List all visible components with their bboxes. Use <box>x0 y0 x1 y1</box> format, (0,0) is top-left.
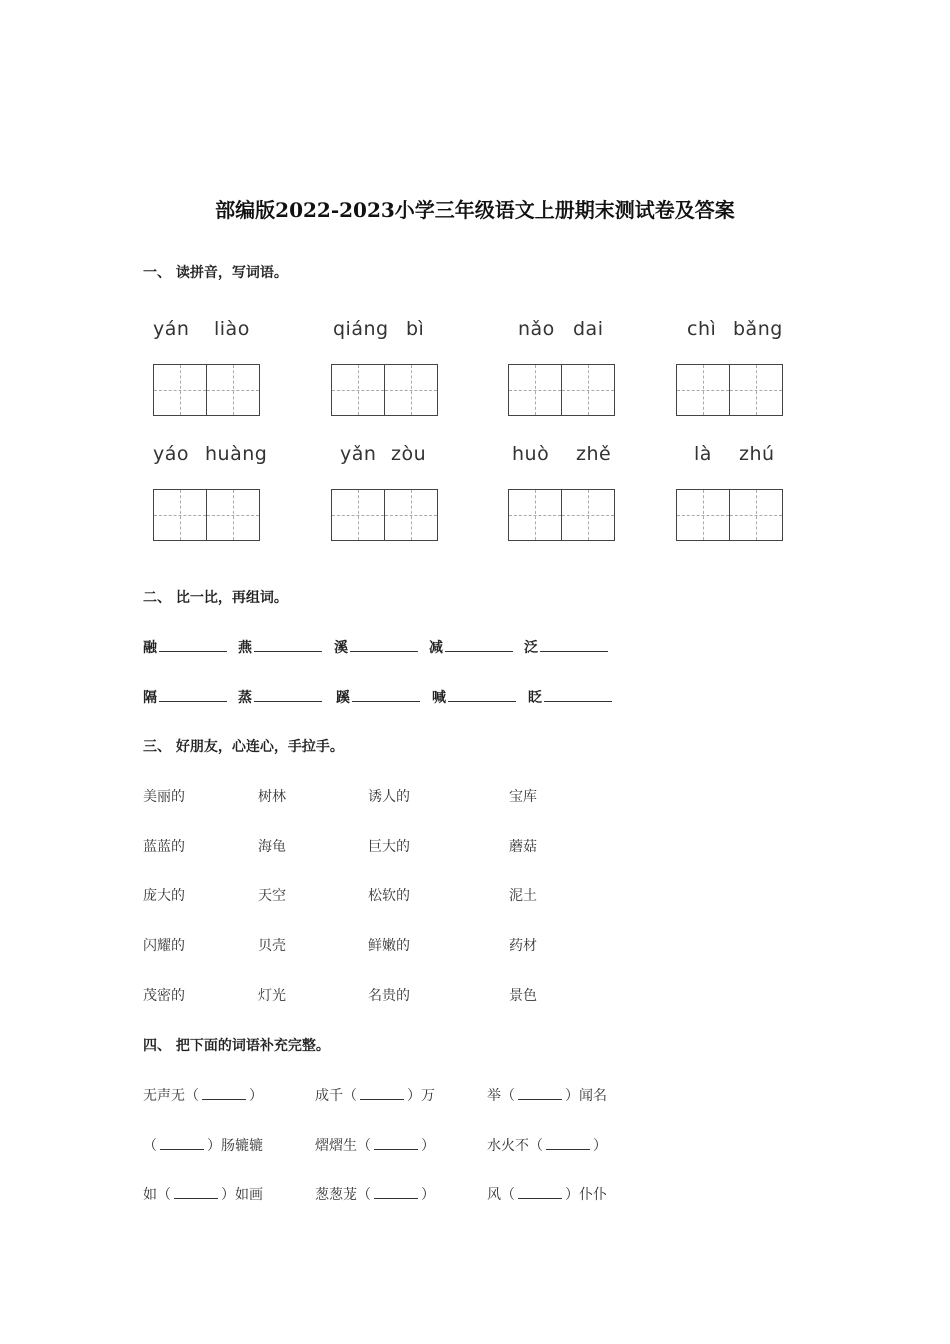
section-2-heading: 二、 比一比，再组词。 <box>143 590 288 606</box>
idiom-fill[interactable]: 成千（ ）万 <box>315 1088 435 1104</box>
pinyin-1a: yán <box>153 318 190 340</box>
match-word[interactable]: 蓝蓝的 <box>143 839 185 855</box>
match-word[interactable]: 美丽的 <box>143 789 185 805</box>
match-word[interactable]: 海龟 <box>258 839 286 855</box>
pinyin-3a: nǎo <box>518 318 555 340</box>
idiom-fill[interactable]: 举（ ）闻名 <box>487 1088 607 1104</box>
writing-grid-2[interactable] <box>331 364 438 416</box>
match-word[interactable]: 巨大的 <box>368 839 410 855</box>
idiom-fill[interactable]: 如（ ）如画 <box>143 1187 263 1203</box>
compare-item[interactable]: 蒸 <box>238 687 322 707</box>
pinyin-7b: zhě <box>576 443 612 465</box>
match-word[interactable]: 诱人的 <box>368 789 410 805</box>
idiom-fill[interactable]: 风（ ）仆仆 <box>487 1187 607 1203</box>
match-word[interactable]: 树林 <box>258 789 286 805</box>
compare-item[interactable]: 隔 <box>143 687 227 707</box>
writing-grid-5[interactable] <box>153 489 260 541</box>
writing-grid-4[interactable] <box>676 364 783 416</box>
idiom-fill[interactable]: 无声无（ ） <box>143 1088 263 1104</box>
pinyin-1b: liào <box>214 318 250 340</box>
match-word[interactable]: 泥土 <box>509 888 537 904</box>
section-3-heading: 三、 好朋友，心连心，手拉手。 <box>143 739 344 755</box>
match-word[interactable]: 茂密的 <box>143 988 185 1004</box>
writing-grid-1[interactable] <box>153 364 260 416</box>
writing-grid-6[interactable] <box>331 489 438 541</box>
match-word[interactable]: 天空 <box>258 888 286 904</box>
idiom-fill[interactable]: 葱葱茏（ ） <box>315 1187 435 1203</box>
pinyin-7a: huò <box>512 443 550 465</box>
idiom-fill[interactable]: 水火不（ ） <box>487 1138 607 1154</box>
match-word[interactable]: 鲜嫩的 <box>368 938 410 954</box>
match-word[interactable]: 蘑菇 <box>509 839 537 855</box>
compare-item[interactable]: 燕 <box>238 637 322 657</box>
match-word[interactable]: 庞大的 <box>143 888 185 904</box>
match-word[interactable]: 闪耀的 <box>143 938 185 954</box>
pinyin-2b: bì <box>406 318 425 340</box>
section-1-heading: 一、 读拼音，写词语。 <box>143 265 288 281</box>
pinyin-2a: qiáng <box>333 318 389 340</box>
pinyin-5b: huàng <box>205 443 268 465</box>
writing-grid-8[interactable] <box>676 489 783 541</box>
match-word[interactable]: 景色 <box>509 988 537 1004</box>
idiom-fill[interactable]: 熠熠生（ ） <box>315 1138 435 1154</box>
match-word[interactable]: 灯光 <box>258 988 286 1004</box>
compare-item[interactable]: 眨 <box>528 687 612 707</box>
pinyin-6a: yǎn <box>340 443 377 465</box>
pinyin-8a: là <box>694 443 712 465</box>
pinyin-5a: yáo <box>153 443 190 465</box>
match-word[interactable]: 药材 <box>509 938 537 954</box>
match-word[interactable]: 宝库 <box>509 789 537 805</box>
compare-item[interactable]: 蹊 <box>336 687 420 707</box>
match-word[interactable]: 贝壳 <box>258 938 286 954</box>
match-word[interactable]: 名贵的 <box>368 988 410 1004</box>
compare-item[interactable]: 喊 <box>432 687 516 707</box>
pinyin-4b: bǎng <box>733 318 783 340</box>
writing-grid-3[interactable] <box>508 364 615 416</box>
match-word[interactable]: 松软的 <box>368 888 410 904</box>
idiom-fill[interactable]: （ ）肠辘辘 <box>143 1138 263 1154</box>
section-4-heading: 四、 把下面的词语补充完整。 <box>143 1038 330 1054</box>
compare-item[interactable]: 融 <box>143 637 227 657</box>
pinyin-4a: chì <box>687 318 717 340</box>
compare-item[interactable]: 溪 <box>334 637 418 657</box>
compare-item[interactable]: 减 <box>429 637 513 657</box>
writing-grid-7[interactable] <box>508 489 615 541</box>
pinyin-6b: zòu <box>391 443 427 465</box>
pinyin-8b: zhú <box>739 443 775 465</box>
compare-item[interactable]: 泛 <box>524 637 608 657</box>
page-title: 部编版2022-2023小学三年级语文上册期末测试卷及答案 <box>215 198 735 222</box>
pinyin-3b: dai <box>573 318 604 340</box>
